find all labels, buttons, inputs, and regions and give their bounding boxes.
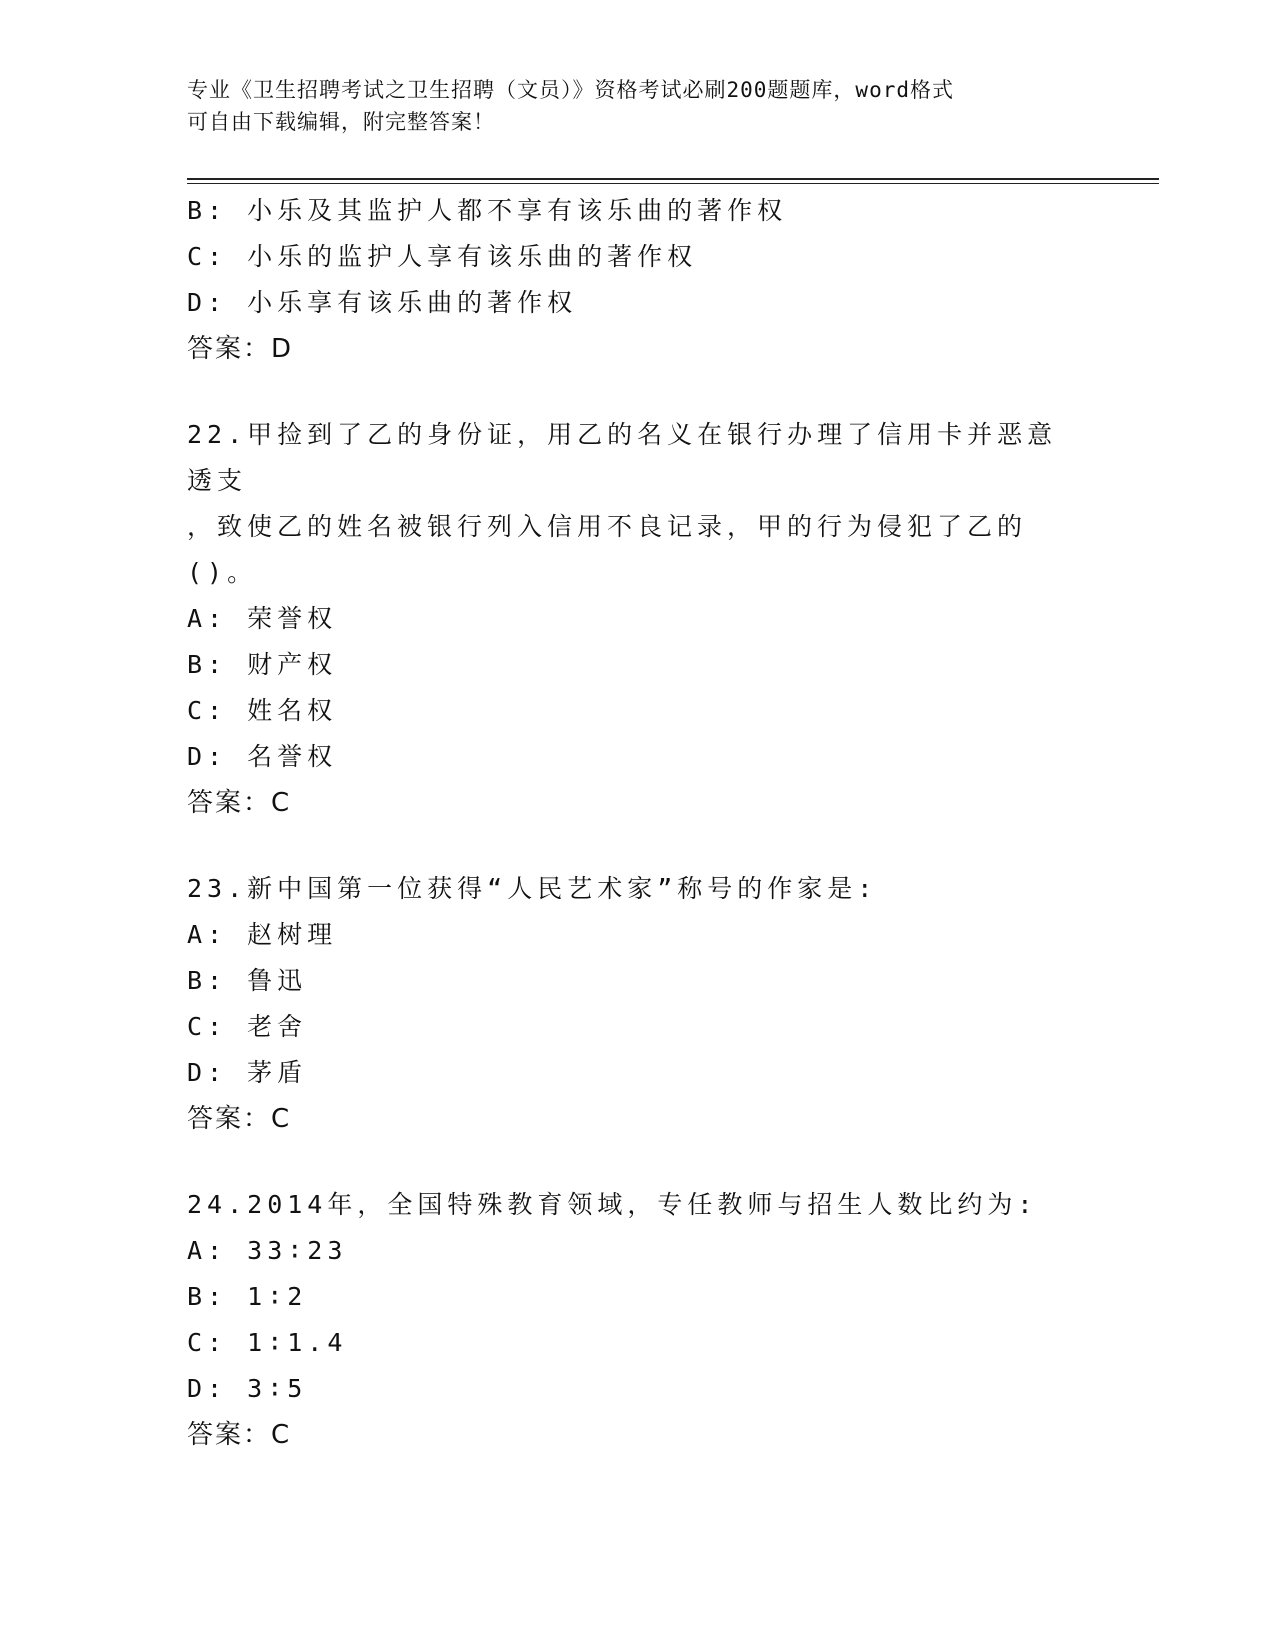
question-22 (187, 412, 1087, 826)
question-stem-line-1: 23.新中国第一位获得“人民艺术家”称号的作家是: (187, 874, 878, 903)
spacer (187, 1142, 1087, 1182)
option-a: A: 荣誉权 (187, 604, 338, 633)
answer-line: 答案：C (187, 1420, 292, 1450)
question-stem-line-2: ，致使乙的姓名被银行列入信用不良记录，甲的行为侵犯了乙的()。 (187, 512, 1028, 587)
option-d: D: 茅盾 (187, 1058, 308, 1087)
option-b: B: 鲁迅 (187, 966, 308, 995)
option-d: D: 3∶5 (187, 1374, 308, 1403)
option-b: B: 1∶2 (187, 1282, 308, 1311)
question-list (187, 188, 1087, 1458)
question-stem-line-1: 24.2014年，全国特殊教育领域，专任教师与招生人数比约为: (187, 1190, 1038, 1219)
question-24 (187, 1182, 1087, 1458)
option-b: B: 财产权 (187, 650, 338, 679)
option-a: A: 33∶23 (187, 1236, 348, 1265)
answer-line: 答案：C (187, 1104, 292, 1134)
question-stem-line-1: 22.甲捡到了乙的身份证，用乙的名义在银行办理了信用卡并恶意透支 (187, 420, 1058, 495)
option-c: C: 1∶1.4 (187, 1328, 348, 1357)
option-c: C: 小乐的监护人享有该乐曲的著作权 (187, 242, 698, 271)
spacer (187, 372, 1087, 412)
option-a: A: 赵树理 (187, 920, 338, 949)
answer-line: 答案：D (187, 334, 294, 364)
question-23 (187, 866, 1087, 1142)
prev-question-block (187, 188, 1087, 372)
header-line-2: 可自由下载编辑，附完整答案！ (187, 110, 495, 134)
header-divider-thin (187, 183, 1159, 184)
header-line-1: 专业《卫生招聘考试之卫生招聘（文员）》资格考试必刷200题题库，word格式 (187, 78, 954, 102)
document-header (187, 74, 1087, 138)
spacer (187, 826, 1087, 866)
option-d: D: 名誉权 (187, 742, 338, 771)
option-d: D: 小乐享有该乐曲的著作权 (187, 288, 578, 317)
answer-line: 答案：C (187, 788, 292, 818)
header-divider-thick (187, 178, 1159, 180)
option-c: C: 姓名权 (187, 696, 338, 725)
option-b: B: 小乐及其监护人都不享有该乐曲的著作权 (187, 196, 788, 225)
option-c: C: 老舍 (187, 1012, 308, 1041)
